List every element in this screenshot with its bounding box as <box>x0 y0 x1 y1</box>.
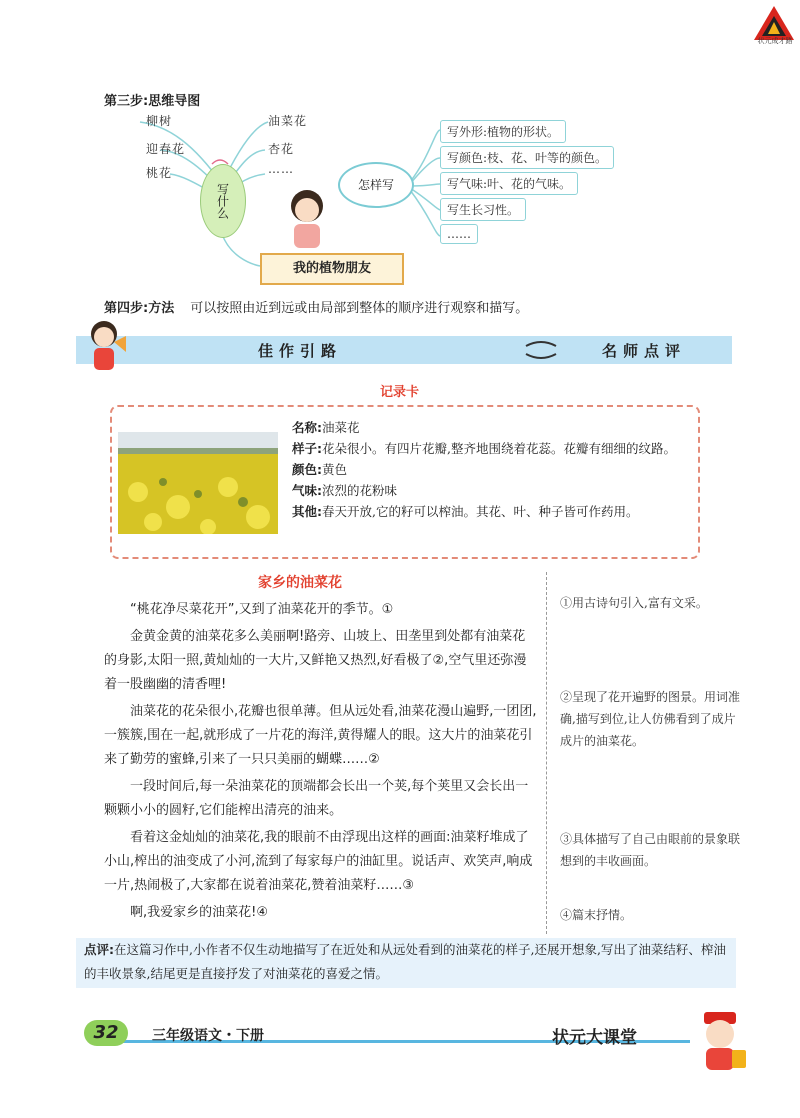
field-row <box>292 480 692 501</box>
record-card-fields <box>292 417 692 522</box>
essay-paragraph: 金黄金黄的油菜花多么美丽啊!路旁、山坡上、田垄里到处都有油菜花的身影,太阳一照,黄灿灿的一大片,又鲜艳又热烈,好看极了②,空气里还弥漫着一股幽幽的清香哩! <box>104 629 527 692</box>
how-item: 写外形:植物的形状。 <box>440 120 566 143</box>
step4-text: 可以按照由近到远或由局部到整体的顺序进行观察和描写。 <box>190 301 529 316</box>
plant-label: 柳树 <box>146 114 173 128</box>
comment-text: 在这篇习作中,小作者不仅生动地描写了在近处和从远处看到的油菜花的样子,还展开想象,写出了油菜结籽、榨油的丰收景象,结尾更是直接抒发了对油菜花的喜爱之情。 <box>84 942 726 981</box>
plant-label: 杏花 <box>268 142 295 156</box>
field-row <box>292 417 692 438</box>
rapeseed-field-photo <box>118 432 278 534</box>
mind-map <box>100 106 670 298</box>
field-key: 样子: <box>292 441 322 456</box>
essay-paragraph: 一段时间后,每一朵油菜花的顶端都会长出一个荚,每个荚里又会长出一颗颗小小的圆籽,它们能榨出清亮的油来。 <box>104 779 529 818</box>
page-number: 32 <box>84 1020 128 1046</box>
plant-label: …… <box>268 162 294 176</box>
field-row <box>292 501 692 522</box>
how-item: 写颜色:枝、花、叶等的颜色。 <box>440 146 614 169</box>
side-note: ③具体描写了自己由眼前的景象联想到的丰收画面。 <box>560 832 741 868</box>
field-row <box>292 438 692 459</box>
field-value: 浓烈的花粉味 <box>322 483 398 498</box>
link-icon <box>524 338 558 362</box>
essay-body <box>104 598 538 928</box>
plant-label: 桃花 <box>146 166 173 180</box>
how-item: 写生长习性。 <box>440 198 526 221</box>
banner-left-title: 佳作引路 <box>258 342 343 360</box>
girl-illustration-icon <box>282 186 332 250</box>
what-to-write-node: 写什么 <box>200 164 246 238</box>
comment-label: 点评: <box>84 942 114 957</box>
how-to-write-node: 怎样写 <box>338 162 414 208</box>
record-card-title: 记录卡 <box>380 385 420 400</box>
grade-label: 三年级语文・下册 <box>152 1028 264 1044</box>
how-item: 写气味:叶、花的气味。 <box>440 172 578 195</box>
field-value: 黄色 <box>322 462 348 477</box>
essay-paragraph: “桃花净尽菜花开”,又到了油菜花开的季节。① <box>130 602 394 617</box>
column-divider <box>546 572 547 934</box>
step4 <box>104 297 528 316</box>
mascot-boy-icon <box>690 1010 750 1074</box>
step3-title: 第三步:思维导图 <box>104 94 201 109</box>
essay-paragraph: 啊,我爱家乡的油菜花!④ <box>130 905 268 920</box>
plant-label: 迎春花 <box>146 142 186 156</box>
brand-label: 状元大课堂 <box>552 1028 637 1048</box>
field-value: 油菜花 <box>322 420 360 435</box>
plant-label: 油菜花 <box>268 114 308 128</box>
center-topic: 我的植物朋友 <box>260 253 404 285</box>
field-key: 颜色: <box>292 462 322 477</box>
logo-caption: 状元成才路 <box>757 37 793 45</box>
essay-title: 家乡的油菜花 <box>258 575 342 591</box>
essay-paragraph: 看着这金灿灿的油菜花,我的眼前不由浮现出这样的画面:油菜籽堆成了小山,榨出的油变成了小河,流到了每家每户的油缸里。说话声、欢笑声,响成一片,热闹极了,大家都在说着油菜花,赞着油菜籽……③ <box>104 830 533 893</box>
field-value: 花朵很小。有四片花瓣,整齐地围绕着花蕊。花瓣有细细的纹路。 <box>322 441 676 456</box>
essay-paragraph: 油菜花的花朵很小,花瓣也很单薄。但从远处看,油菜花漫山遍野,一团团,一簇簇,围在一起,就形成了一片花的海洋,黄得耀人的眼。这大片的油菜花引来了勤劳的蜜蜂,引来了一只只美丽的蝴蝶……② <box>104 704 537 767</box>
how-item: …… <box>440 224 478 244</box>
side-note: ④篇末抒情。 <box>560 908 633 922</box>
field-key: 其他: <box>292 504 322 519</box>
side-note: ①用古诗句引入,富有文采。 <box>560 596 708 610</box>
step4-title: 第四步:方法 <box>104 301 175 316</box>
field-key: 名称: <box>292 420 322 435</box>
banner-right-title: 名师点评 <box>602 342 687 360</box>
field-value: 春天开放,它的籽可以榨油。其花、叶、种子皆可作药用。 <box>322 504 639 519</box>
field-key: 气味: <box>292 483 322 498</box>
teacher-comment <box>76 938 736 988</box>
mascot-megaphone-icon <box>86 318 126 376</box>
field-row <box>292 459 692 480</box>
side-note: ②呈现了花开遍野的图景。用词准确,描写到位,让人仿佛看到了成片成片的油菜花。 <box>560 690 741 748</box>
